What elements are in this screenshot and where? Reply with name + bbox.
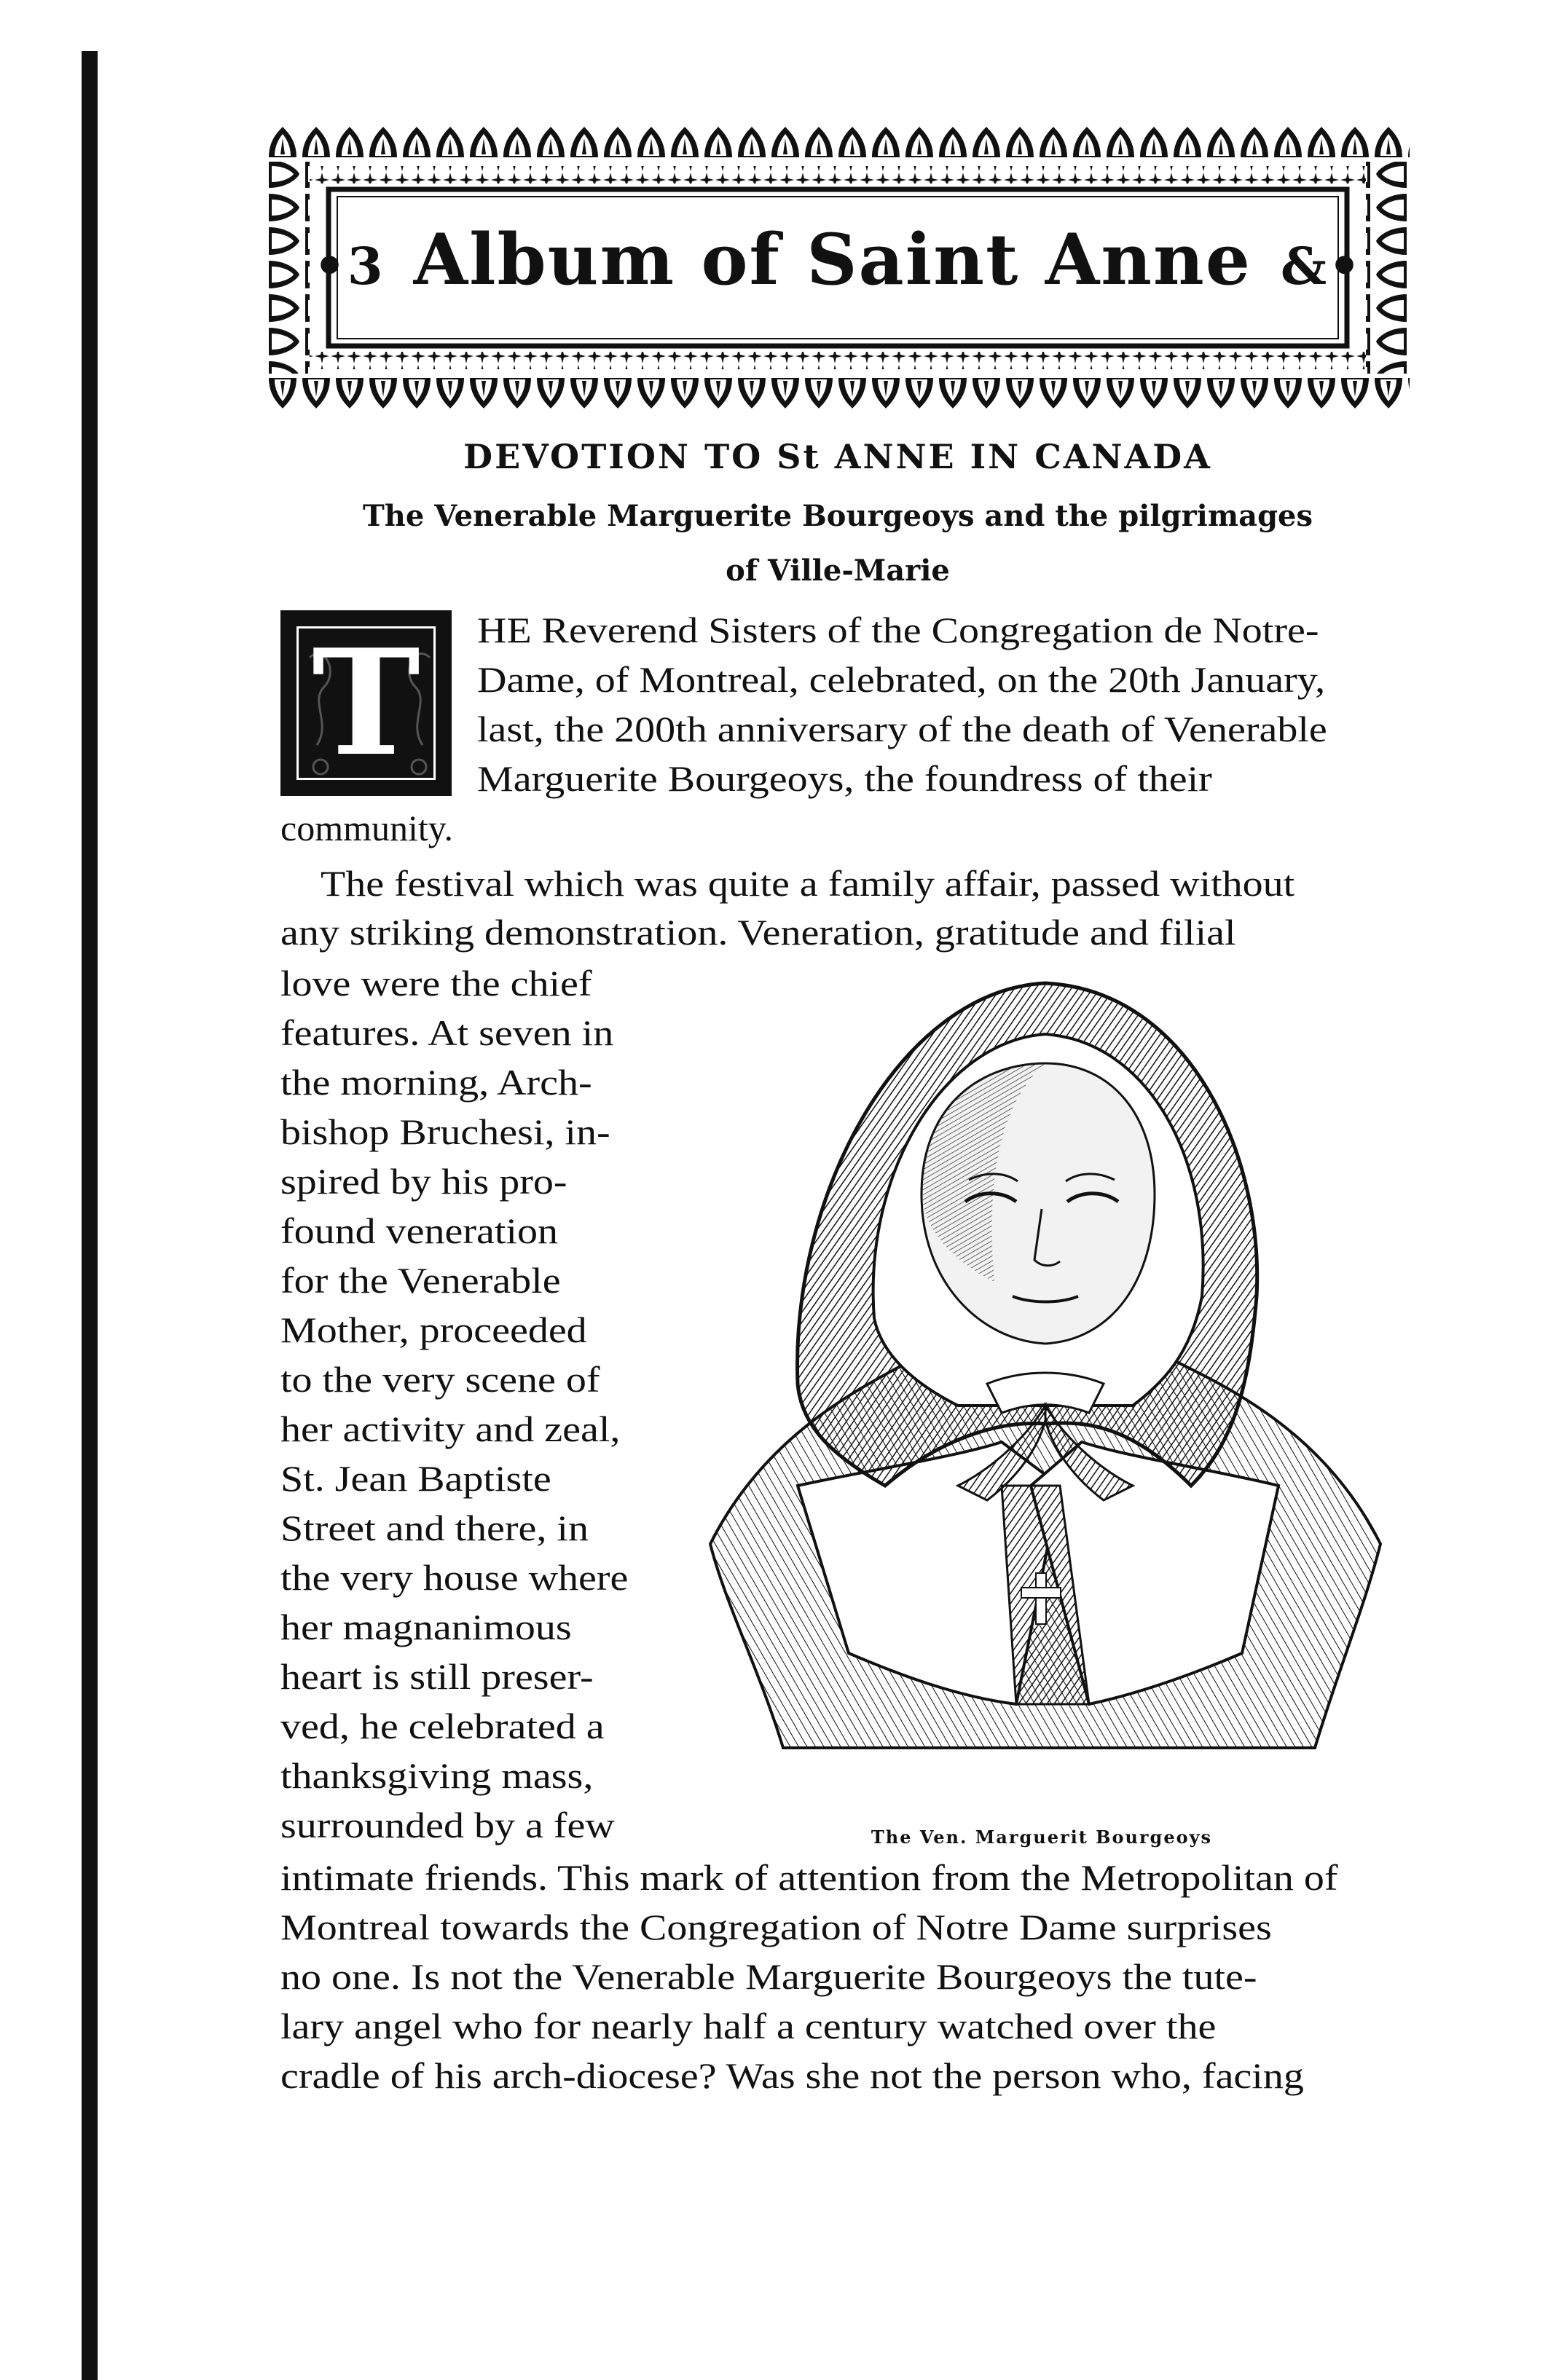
para2-narrow-line: Mother, proceeded [280, 1309, 587, 1350]
portrait-engraving-icon [681, 976, 1399, 1813]
para2-end-line-1: intimate friends. This mark of attention from the Metropolitan of [280, 1857, 1338, 1898]
para2-narrow-line: surrounded by a few [280, 1805, 615, 1845]
para2-narrow-line: ved, he celebrated a [280, 1706, 605, 1746]
para1-line-5: community. [280, 808, 454, 848]
para2-end-line-5: cradle of his arch-diocese? Was she not the person who, facing [280, 2055, 1304, 2096]
para2-narrow-line: bishop Bruchesi, in- [280, 1111, 610, 1152]
para1-line-3: last, the 200th anniversary of the death of Venerable [477, 709, 1327, 749]
para2-line-2: any striking demonstration. Veneration, gratitude and filial [280, 912, 1236, 953]
album-title [266, 218, 1410, 301]
album-title-text: Album of Saint Anne [413, 218, 1252, 301]
left-margin-rule [82, 51, 98, 2380]
para2-narrow-line: Street and there, in [280, 1508, 589, 1548]
para2-narrow-line: to the very scene of [280, 1359, 600, 1400]
para2-narrow-line: thanksgiving mass, [280, 1755, 594, 1796]
para2-narrow-line: St. Jean Baptiste [280, 1458, 551, 1499]
drop-cap-frame [296, 626, 436, 780]
para2-narrow-line: the morning, Arch- [280, 1062, 592, 1103]
para2-end-line-2: Montreal towards the Congregation of Notre Dame surprises [280, 1907, 1272, 1947]
para2-narrow-line: the very house where [280, 1557, 629, 1598]
right-flourish-icon: &• [1280, 235, 1362, 296]
para2-narrow-line: features. At seven in [280, 1012, 614, 1053]
album-header-banner [266, 124, 1410, 411]
drop-cap-letter: T [312, 626, 420, 780]
main-heading: DEVOTION TO St ANNE IN CANADA [463, 437, 1212, 476]
para2-end-line-3: no one. Is not the Venerable Marguerite Bourgeoys the tute- [280, 1956, 1257, 1997]
para2-narrow-line: love were the chief [280, 963, 592, 1004]
para2-narrow-line: found veneration [280, 1210, 558, 1251]
para1-line-2: Dame, of Montreal, celebrated, on the 20th January, [477, 659, 1326, 700]
para2-narrow-line: for the Venerable [280, 1260, 561, 1301]
portrait-figure [681, 976, 1399, 1813]
para2-narrow-line: her magnanimous [280, 1607, 572, 1647]
para2-narrow-line: her activity and zeal, [280, 1408, 621, 1449]
para2-end-line-4: lary angel who for nearly half a century watched over the [280, 2006, 1217, 2046]
para2-narrow-line: heart is still preser- [280, 1656, 594, 1697]
para2-line-1: The festival which was quite a family affair, passed without [321, 863, 1295, 904]
portrait-caption: The Ven. Marguerit Bourgeoys [871, 1827, 1213, 1848]
para1-line-1: HE Reverend Sisters of the Congregation de Notre- [477, 610, 1319, 650]
drop-cap [280, 610, 452, 796]
subheading-line-2: of Ville-Marie [726, 553, 950, 588]
para2-narrow-line: spired by his pro- [280, 1161, 567, 1202]
subheading-line-1: The Venerable Marguerite Bourgeoys and the pilgrimages [362, 499, 1313, 533]
left-flourish-icon: •3 [313, 235, 385, 296]
para1-line-4: Marguerite Bourgeoys, the foundress of their [477, 758, 1212, 799]
